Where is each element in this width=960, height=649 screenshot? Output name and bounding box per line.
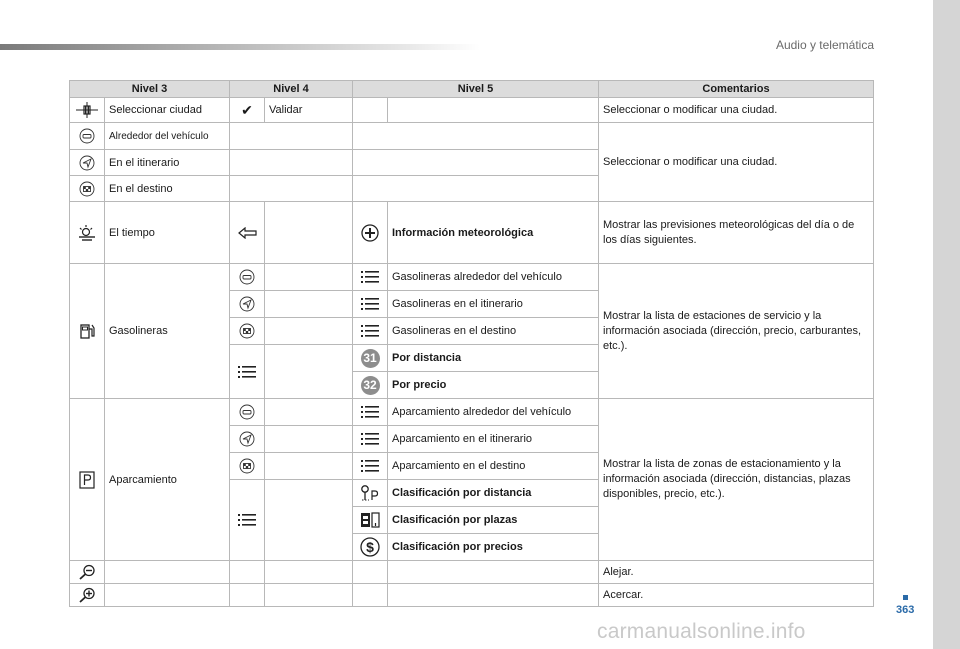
header-gradient-bar — [0, 44, 480, 50]
list-icon — [230, 345, 265, 399]
table-row — [70, 202, 874, 264]
header-nivel-5: Nivel 5 — [353, 81, 599, 98]
section-title: Audio y telemática — [775, 38, 874, 52]
gas-stations-comment: Mostrar la lista de estaciones de servicio y la información asociada (dirección, precio, carburantes, etc.). — [599, 264, 874, 399]
menu-table — [69, 80, 874, 607]
fuel-pump-icon — [70, 264, 105, 399]
gas-stations-label: Gasolineras — [105, 264, 230, 399]
at-destination-label: En el destino — [105, 176, 230, 202]
table-row — [70, 264, 874, 291]
around-vehicle-icon — [230, 399, 265, 426]
parking-sort-spaces: Clasificación por plazas — [388, 507, 599, 534]
list-icon — [353, 264, 388, 291]
list-icon — [353, 453, 388, 480]
header-nivel-4: Nivel 4 — [230, 81, 353, 98]
gas-item-around: Gasolineras alrededor del vehículo — [388, 264, 599, 291]
select-city-comment: Seleccionar o modificar una ciudad. — [599, 98, 874, 123]
table-row — [70, 584, 874, 607]
on-route-label: En el itinerario — [105, 150, 230, 176]
parking-label: Aparcamiento — [105, 399, 230, 561]
select-city-label: Seleccionar ciudad — [105, 98, 230, 123]
city-select-icon — [70, 98, 105, 123]
weather-label: El tiempo — [105, 202, 230, 264]
header-comentarios: Comentarios — [599, 81, 874, 98]
validate-label: Validar — [265, 98, 353, 123]
gas-sort-price: Por precio — [388, 372, 599, 399]
table-row — [70, 98, 874, 123]
watermark: carmanualsonline.info — [597, 620, 806, 643]
parking-item-route: Aparcamiento en el itinerario — [388, 426, 599, 453]
parking-item-around: Aparcamiento alrededor del vehículo — [388, 399, 599, 426]
around-vehicle-label: Alrededor del vehículo — [105, 123, 230, 150]
svg-text:$: $ — [366, 539, 374, 555]
list-icon — [353, 399, 388, 426]
parking-item-destination: Aparcamiento en el destino — [388, 453, 599, 480]
parking-spaces-icon — [353, 507, 388, 534]
list-icon — [353, 318, 388, 345]
list-icon — [353, 291, 388, 318]
gas-item-route: Gasolineras en el itinerario — [388, 291, 599, 318]
zoom-out-comment: Alejar. — [599, 561, 874, 584]
back-arrow-icon — [230, 202, 265, 264]
table-row — [70, 123, 874, 150]
parking-sort-distance: Clasificación por distancia — [388, 480, 599, 507]
group-comment: Seleccionar o modificar una ciudad. — [599, 123, 874, 202]
parking-comment: Mostrar la lista de zonas de estacionamiento y la información asociada (dirección, distancias, plazas disponibles, precio, etc.). — [599, 399, 874, 561]
weather-icon — [70, 202, 105, 264]
destination-flag-icon — [70, 176, 105, 202]
weather-comment: Mostrar las previsiones meteorológicas del día o de los días siguientes. — [599, 202, 874, 264]
gas-item-destination: Gasolineras en el destino — [388, 318, 599, 345]
parking-icon — [70, 399, 105, 561]
distance-pin-icon — [353, 480, 388, 507]
gas-sort-distance: Por distancia — [388, 345, 599, 372]
table-row — [70, 399, 874, 426]
table-row — [70, 561, 874, 584]
around-vehicle-icon — [230, 264, 265, 291]
checkmark-icon: ✔ — [230, 98, 265, 123]
weather-info-label: Información meteorológica — [388, 202, 599, 264]
list-icon — [230, 480, 265, 561]
table-header-row — [70, 81, 874, 98]
on-route-icon — [230, 426, 265, 453]
on-route-icon — [70, 150, 105, 176]
around-vehicle-icon — [70, 123, 105, 150]
zoom-in-icon — [70, 584, 105, 607]
badge-31: 31 — [361, 349, 380, 368]
destination-flag-icon — [230, 453, 265, 480]
list-icon — [353, 426, 388, 453]
header-nivel-3: Nivel 3 — [70, 81, 230, 98]
on-route-icon — [230, 291, 265, 318]
page-number: 363 — [896, 604, 915, 616]
zoom-in-comment: Acercar. — [599, 584, 874, 607]
page-marker — [903, 595, 908, 600]
zoom-out-icon — [70, 561, 105, 584]
parking-sort-price: Clasificación por precios — [388, 534, 599, 561]
badge-32: 32 — [361, 376, 380, 395]
dollar-circle-icon — [353, 534, 388, 561]
plus-circle-icon — [353, 202, 388, 264]
destination-flag-icon — [230, 318, 265, 345]
page-side-tab — [933, 0, 960, 649]
